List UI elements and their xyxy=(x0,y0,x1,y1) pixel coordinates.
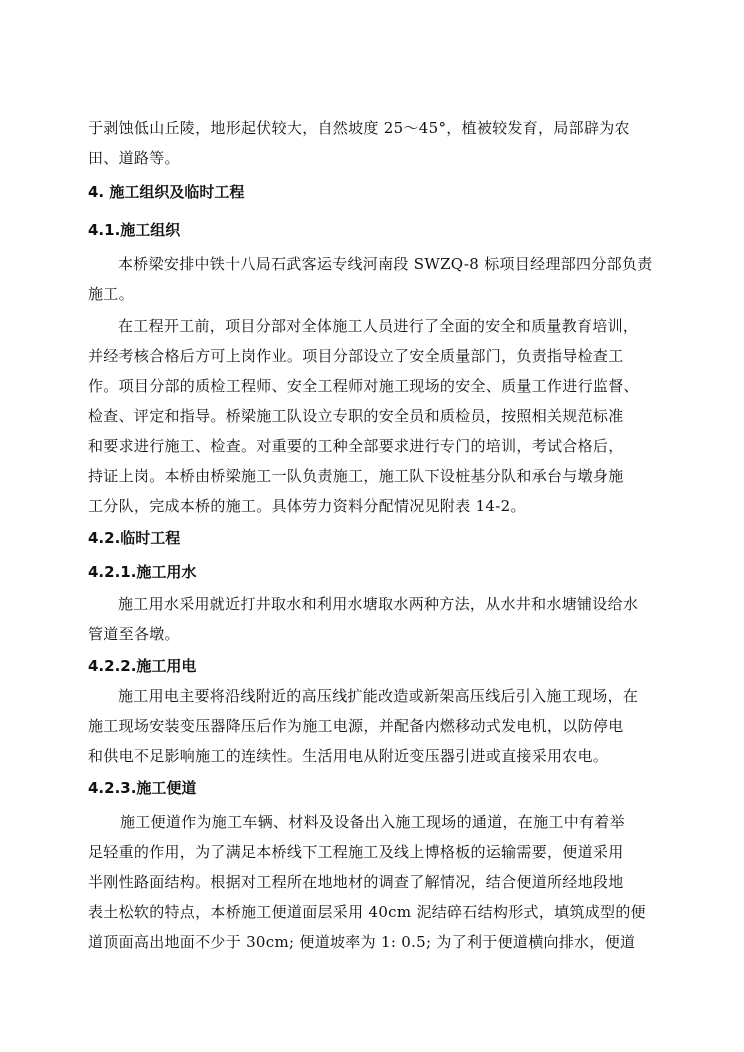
intro-line-2: 田、道路等。 xyxy=(88,149,180,167)
s423-line-1: 施工便道作为施工车辆、材料及设备出入施工现场的通道，在施工中有着举 xyxy=(120,813,625,831)
s41-para2-line-2: 并经考核合格后方可上岗作业。项目分部设立了安全质量部门，负责指导检查工 xyxy=(88,347,624,365)
s41-para1-line-1: 本桥梁安排中铁十八局石武客运专线河南段 SWZQ-8 标项目经理部四分部负责 xyxy=(118,255,653,273)
s41-para2-line-7: 工分队，完成本桥的施工。具体劳力资料分配情况见附表 14-2。 xyxy=(88,497,526,515)
section-4-2-2-heading: 4.2.2.施工用电 xyxy=(88,657,197,675)
s41-para1-line-2: 施工。 xyxy=(88,285,134,303)
s423-line-4: 表土松软的特点，本桥施工便道面层采用 40cm 泥结碎石结构形式，填筑成型的便 xyxy=(88,903,646,921)
s422-line-1: 施工用电主要将沿线附近的高压线扩能改造或新架高压线后引入施工现场，在 xyxy=(118,687,639,705)
s41-para2-line-1: 在工程开工前，项目分部对全体施工人员进行了全面的安全和质量教育培训， xyxy=(118,317,639,335)
s423-line-2: 足轻重的作用，为了满足本桥线下工程施工及线上博格板的运输需要，便道采用 xyxy=(88,843,624,861)
s41-para2-line-6: 持证上岗。本桥由桥梁施工一队负责施工，施工队下设桩基分队和承台与墩身施 xyxy=(88,467,624,485)
s421-line-1: 施工用水采用就近打井取水和利用水塘取水两种方法，从水井和水塘铺设给水 xyxy=(118,595,639,613)
s41-para2-line-3: 作。项目分部的质检工程师、安全工程师对施工现场的安全、质量工作进行监督、 xyxy=(88,377,639,395)
section-4-heading: 4. 施工组织及临时工程 xyxy=(88,183,245,201)
s422-line-2: 施工现场安装变压器降压后作为施工电源，并配备内燃移动式发电机，以防停电 xyxy=(88,717,624,735)
intro-line-1: 于剥蚀低山丘陵，地形起伏较大，自然坡度 25～45°，植被较发育，局部辟为农 xyxy=(88,119,630,137)
s421-line-2: 管道至各墩。 xyxy=(88,625,180,643)
s423-line-5: 道顶面高出地面不少于 30cm; 便道坡率为 1: 0.5; 为了利于便道横向排水，便道 xyxy=(88,933,636,951)
section-4-2-3-heading: 4.2.3.施工便道 xyxy=(88,779,197,797)
s41-para2-line-4: 检查、评定和指导。桥梁施工队设立专职的安全员和质检员，按照相关规范标准 xyxy=(88,407,624,425)
section-4-2-heading: 4.2.临时工程 xyxy=(88,529,181,547)
s422-line-3: 和供电不足影响施工的连续性。生活用电从附近变压器引进或直接采用农电。 xyxy=(88,747,609,765)
s423-line-3: 半刚性路面结构。根据对工程所在地地材的调查了解情况，结合便道所经地段地 xyxy=(88,873,624,891)
section-4-2-1-heading: 4.2.1.施工用水 xyxy=(88,563,197,581)
section-4-1-heading: 4.1.施工组织 xyxy=(88,221,181,239)
s41-para2-line-5: 和要求进行施工、检查。对重要的工种全部要求进行专门的培训，考试合格后， xyxy=(88,437,624,455)
